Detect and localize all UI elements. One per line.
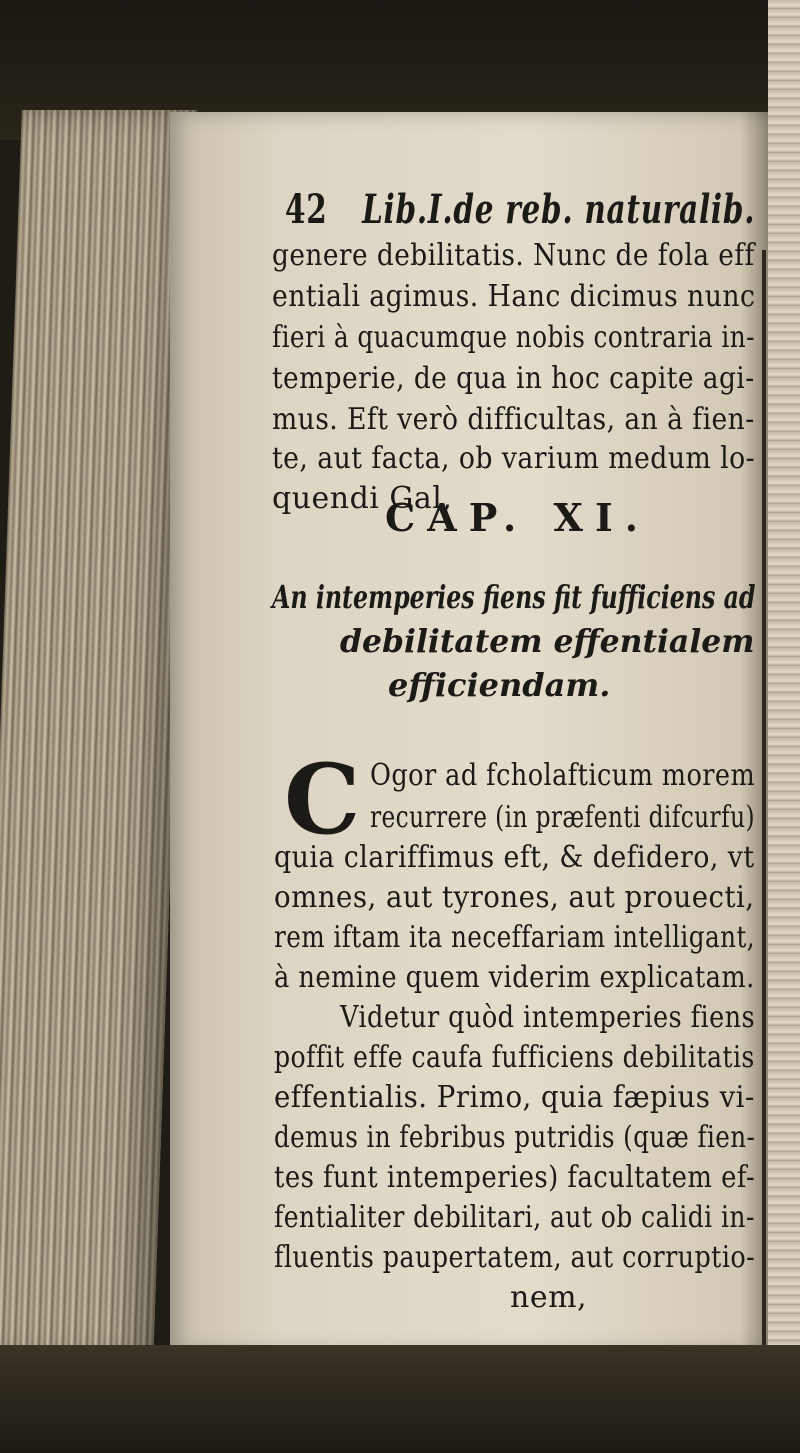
text-line: temperie, de qua in hoc capite agi- (272, 361, 755, 396)
text-line: quendi Gal, (272, 481, 453, 516)
text-line: fluentis paupertatem, aut corruptio- (274, 1240, 756, 1275)
chapter-title-line: debilitatem effentialem (340, 622, 755, 660)
text-line: effentialis. Primo, quia fæpius vi- (274, 1080, 755, 1115)
background-bottom (0, 1345, 800, 1453)
page-number: 42 (285, 186, 328, 233)
text-line: omnes, aut tyrones, aut prouecti, (274, 880, 755, 915)
drop-cap: C (284, 743, 361, 856)
text-line: genere debilitatis. Nunc de fola eff (272, 238, 755, 273)
text-line: demus in febribus putridis (quæ fien- (274, 1120, 756, 1155)
text-line: tes funt intemperies) facultatem ef- (274, 1160, 756, 1195)
page-gutter (762, 250, 766, 1350)
text-line: quia clariffimus eft, & defidero, vt (274, 840, 755, 875)
text-line: fieri à quacumque nobis contraria in- (272, 320, 755, 355)
text-line: Ogor ad fcholafticum morem (370, 758, 756, 793)
text-line: mus. Eft verò difficultas, an à fien- (272, 402, 755, 437)
running-header (285, 186, 755, 233)
text-line: à nemine quem viderim explicatam. (274, 960, 755, 995)
text-line: Videtur quòd intemperies fiens (340, 1000, 756, 1035)
text-line: entiali agimus. Hanc dicimus nunc (272, 279, 756, 314)
chapter-heading: CAP. XI. (385, 495, 650, 540)
page-edges-right (768, 0, 800, 1453)
text-line: poffit effe caufa fufficiens debilitatis (274, 1040, 755, 1075)
text-line: rem iftam ita neceffariam intelligant, (274, 920, 756, 955)
chapter-title-line: An intemperies fiens fit fufficiens ad (272, 578, 756, 616)
running-title: Lib.I.de reb. naturalib. (362, 186, 756, 233)
page-edges-left (0, 110, 197, 1360)
text-line: fentialiter debilitari, aut ob calidi in- (274, 1200, 755, 1235)
text-line: recurrere (in præfenti difcurfu) (370, 800, 755, 835)
text-line: nem, (510, 1280, 588, 1315)
text-line: te, aut facta, ob varium medum lo- (272, 441, 756, 476)
chapter-title-line: efficiendam. (388, 666, 611, 704)
